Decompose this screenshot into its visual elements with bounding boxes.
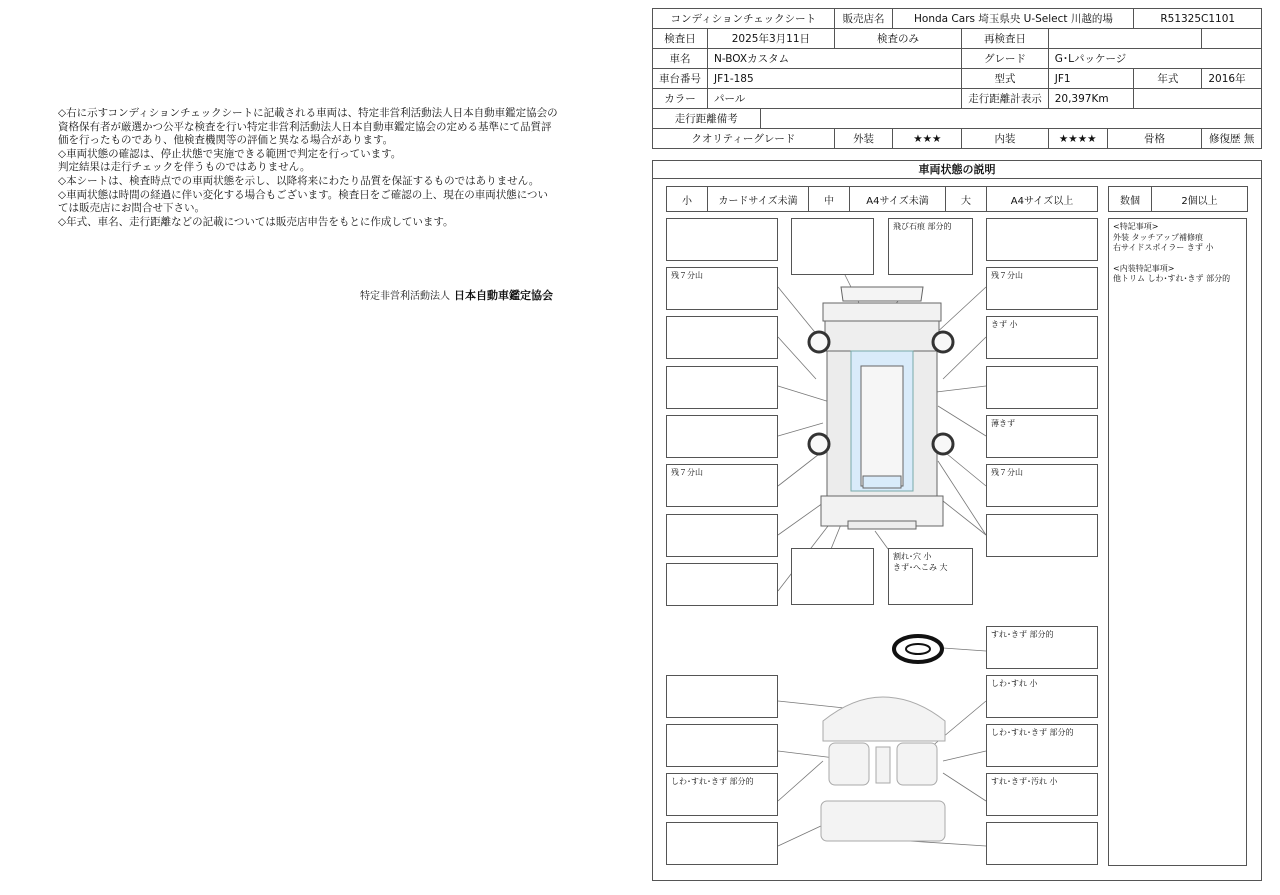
condition-box bbox=[666, 316, 778, 359]
exterior-label: 外装 bbox=[834, 129, 893, 149]
condition-box bbox=[666, 563, 778, 606]
empty-cell bbox=[1202, 29, 1262, 49]
association-signature bbox=[360, 287, 553, 303]
condition-box-interior-r1 bbox=[986, 675, 1098, 718]
legend-small: 小 bbox=[667, 187, 708, 212]
mileage-remarks-label: 走行距離備考 bbox=[653, 109, 761, 129]
empty-cell bbox=[1134, 89, 1262, 109]
condition-text: しわ･すれ･きず 部分的 bbox=[671, 777, 754, 786]
condition-box bbox=[666, 724, 778, 767]
note-line: ◇車両状態の確認は、停止状態で実施できる範囲で判定を行っています。 bbox=[58, 147, 402, 160]
condition-text: 割れ･穴 小 bbox=[893, 552, 932, 561]
condition-box bbox=[666, 514, 778, 557]
condition-box-rear-center bbox=[888, 548, 973, 605]
color: パール bbox=[708, 89, 962, 109]
condition-box-right-rear-side bbox=[986, 415, 1098, 458]
condition-box bbox=[986, 514, 1098, 557]
condition-box bbox=[986, 366, 1098, 409]
car-outline-exterior bbox=[821, 287, 943, 529]
chassis-number: JF1-185 bbox=[708, 69, 962, 89]
condition-box-steering bbox=[986, 626, 1098, 669]
car-name: N-BOXカスタム bbox=[708, 49, 962, 69]
legend-medium-desc: A4サイズ未満 bbox=[850, 187, 946, 212]
grade: G･Lパッケージ bbox=[1048, 49, 1261, 69]
condition-box-right-rear-tire bbox=[986, 464, 1098, 507]
legend-small-desc: カードサイズ未満 bbox=[708, 187, 809, 212]
note-line: ◇車両状態は時間の経過に伴い変化する場合もございます。検査日をご確認の上、現在の車両状態については販売店にお問合せ下さい。 bbox=[58, 188, 549, 215]
condition-box bbox=[666, 675, 778, 718]
frame-label: 骨格 bbox=[1107, 129, 1202, 149]
steering-wheel-icon bbox=[894, 636, 942, 662]
reinspection-label: 再検査日 bbox=[962, 29, 1049, 49]
legend-medium: 中 bbox=[809, 187, 850, 212]
condition-text: しわ･すれ･きず 部分的 bbox=[991, 728, 1074, 737]
notes-block bbox=[58, 107, 558, 229]
condition-box-interior-r3 bbox=[986, 773, 1098, 816]
inspection-date-label: 検査日 bbox=[653, 29, 708, 49]
count-label: 数個 bbox=[1109, 187, 1152, 212]
condition-box bbox=[791, 218, 874, 275]
condition-box bbox=[666, 822, 778, 865]
condition-text: すれ･きず 部分的 bbox=[991, 630, 1054, 639]
frame-status: 修復歴 無 bbox=[1202, 129, 1262, 149]
special-ext-line: 外装 タッチアップ補修痕 bbox=[1113, 232, 1203, 242]
chassis-label: 車台番号 bbox=[653, 69, 708, 89]
condition-box bbox=[666, 366, 778, 409]
condition-box bbox=[791, 548, 874, 605]
condition-box-right-front-tire bbox=[986, 267, 1098, 310]
org-prefix: 特定非営利活動法人 bbox=[360, 291, 450, 302]
condition-text: 薄きず bbox=[991, 419, 1015, 428]
special-int-line: 他トリム しわ･すれ･きず 部分的 bbox=[1113, 274, 1231, 283]
tire-icon bbox=[809, 332, 829, 352]
special-ext-title: <特記事項> bbox=[1113, 222, 1159, 231]
special-ext-line: 右サイドスポイラー きず 小 bbox=[1113, 243, 1214, 252]
tire-icon bbox=[809, 434, 829, 454]
tire-icon bbox=[933, 332, 953, 352]
condition-box bbox=[986, 218, 1098, 261]
sheet-number: R51325C1101 bbox=[1134, 9, 1262, 29]
condition-text: 飛び石痕 部分的 bbox=[893, 222, 952, 231]
interior-stars: ★★★★ bbox=[1048, 129, 1107, 149]
condition-box-interior-l3 bbox=[666, 773, 778, 816]
note-line: 判定結果は走行チェックを伴うものではありません。 bbox=[58, 161, 311, 174]
sheet-title: コンディションチェックシート bbox=[653, 9, 835, 29]
car-name-label: 車名 bbox=[653, 49, 708, 69]
condition-box bbox=[666, 415, 778, 458]
vehicle-condition-panel bbox=[652, 160, 1262, 881]
condition-text: 残７分山 bbox=[991, 271, 1023, 280]
legend-large: 大 bbox=[946, 187, 987, 212]
condition-text: 残７分山 bbox=[671, 468, 703, 477]
condition-text: 残７分山 bbox=[671, 271, 703, 280]
exterior-stars: ★★★ bbox=[893, 129, 962, 149]
note-line: ◇年式、車名、走行距離などの記載については販売店申告をもとに作成しています。 bbox=[58, 215, 454, 228]
inspection-type: 検査のみ bbox=[834, 29, 961, 49]
header-table bbox=[652, 8, 1262, 149]
condition-text: しわ･すれ 小 bbox=[991, 679, 1038, 688]
model-label: 型式 bbox=[962, 69, 1049, 89]
year: 2016年 bbox=[1202, 69, 1262, 89]
color-label: カラー bbox=[653, 89, 708, 109]
condition-text: きず･へこみ 大 bbox=[893, 562, 948, 572]
car-outline-interior bbox=[821, 697, 945, 841]
inspection-date: 2025年3月11日 bbox=[708, 29, 835, 49]
dealer-name: Honda Cars 埼玉県央 U-Select 川越的場 bbox=[893, 9, 1134, 29]
grade-label: グレード bbox=[962, 49, 1049, 69]
dealer-label: 販売店名 bbox=[834, 9, 893, 29]
condition-text: 残７分山 bbox=[991, 468, 1023, 477]
condition-box-left-rear-tire bbox=[666, 464, 778, 507]
mileage-label: 走行距離計表示 bbox=[962, 89, 1049, 109]
tire-icon bbox=[933, 434, 953, 454]
condition-text: きず 小 bbox=[991, 320, 1018, 329]
condition-box-front-center bbox=[888, 218, 973, 275]
condition-box-interior-r2 bbox=[986, 724, 1098, 767]
condition-text: すれ･きず･汚れ 小 bbox=[991, 777, 1058, 786]
condition-box-right-front-side bbox=[986, 316, 1098, 359]
year-label: 年式 bbox=[1134, 69, 1202, 89]
interior-label: 内装 bbox=[962, 129, 1049, 149]
legend-large-desc: A4サイズ以上 bbox=[987, 187, 1098, 212]
condition-box bbox=[986, 822, 1098, 865]
model: JF1 bbox=[1048, 69, 1134, 89]
panel-title: 車両状態の説明 bbox=[653, 161, 1261, 179]
quality-grade-label: クオリティーグレード bbox=[653, 129, 835, 149]
note-line: ◇右に示すコンディションチェックシートに記載される車両は、特定非営利活動法人日本自動車鑑定協会の資格保有者が厳選かつ公平な検査を行い特定非営利活動法人日本自動車鑑定協会の定める基準にて品質評価を行ったものであり、他検査機関等の評価と異なる場合があります。 bbox=[58, 107, 558, 147]
org-name: 日本自動車鑑定協会 bbox=[454, 289, 553, 302]
special-int-title: <内装特記事項> bbox=[1113, 263, 1175, 273]
mileage: 20,397Km bbox=[1048, 89, 1134, 109]
count-value: 2個以上 bbox=[1152, 187, 1248, 212]
condition-box bbox=[666, 218, 778, 261]
note-line: ◇本シートは、検査時点での車両状態を示し、以降将来にわたり品質を保証するものではありません。 bbox=[58, 174, 540, 187]
mileage-remarks bbox=[760, 109, 1261, 129]
condition-box-left-front-tire bbox=[666, 267, 778, 310]
reinspection-date bbox=[1048, 29, 1202, 49]
